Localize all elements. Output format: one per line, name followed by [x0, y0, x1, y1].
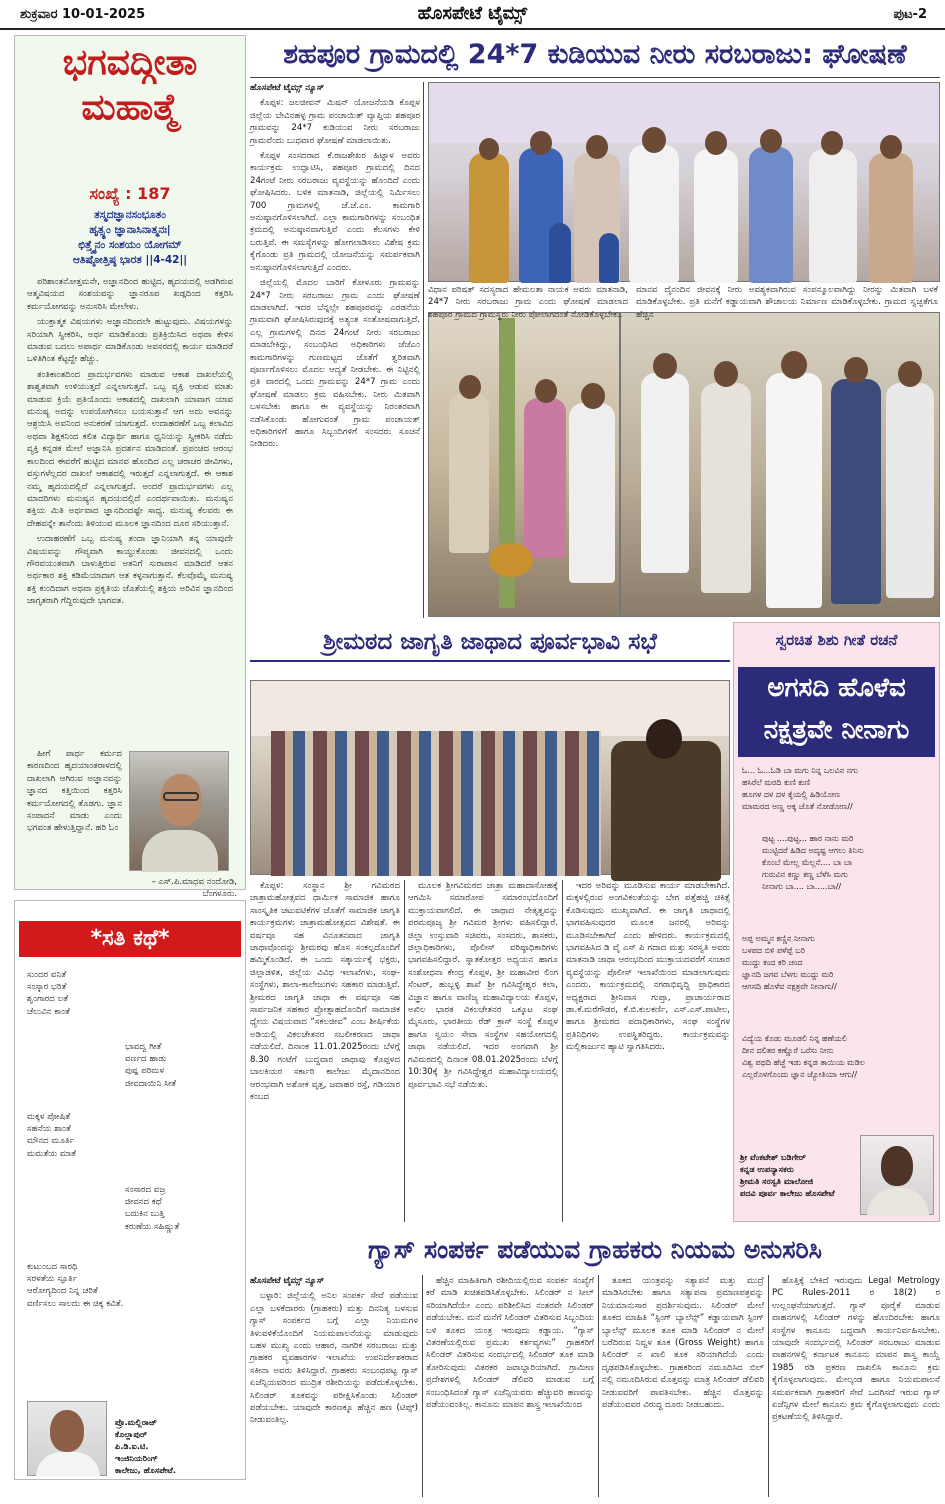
credit-line: ಪದವಿ ಪೂರ್ವ ಕಾಲೇಜು ಹೊಸಪೇಟೆ — [740, 1188, 835, 1198]
poem-line: ಜ್ಞಾನದಿ ಜಗವ ಬೆಳಗು ಮುದ್ದು ಮರಿ — [742, 970, 834, 979]
credit-line: ಕೊಲ್ಲಾಪುರ್ — [115, 1429, 148, 1439]
poem-line: ವಿದ್ಯೆಯ ಕೊಡು ಮೂಡಲಿ ನಿನ್ನ ಹಣೆಯಲಿ — [742, 1034, 847, 1043]
poem-line: ಸರಳತೆಯ ಸ್ಫೂರ್ತಿ — [27, 1274, 78, 1285]
poem-line: ಅಪ್ಪ ಅಮ್ಮನ ಕಣ್ಣಿನ ನೀನಾಗು — [742, 934, 815, 943]
stanza — [762, 833, 864, 893]
paragraph: ಕೊಪ್ಪಳ: ಸಂಸ್ಥಾನ ಶ್ರೀ ಗವಿಮಠದ ಜಾತ್ರಾಮಹೋತ್ಸವದ ಧಾರ್ಮಿಕ ಸಾಮಾಜಿಕ ಹಾಗೂ ಸಾಂಸ್ಕೃತಿಕ ಚಟುವಟಿಕೆಗಳ ಜೊತೆಗೆ ಸಾಮಾಜಿಕ ಜಾಗೃತಿ ಕಾರ್ಯಕ್ರಮಗಳು ಜಾತ್ರಾಮಹೋತ್ಸವದ ವಿಶೇಷತೆ. ಈ ವರ್ಷವೂ ಸಹ ವಿನೂತನವಾದ ಜಾಗೃತಿ ಜಾಥಾವೊಂದನ್ನು ಶ್ರೀಮಠವು ಹೊಸ ಸಂಕಲ್ಪದೊಂದಿಗೆ ಹಮ್ಮಿಕೊಂಡಿದೆ. ಈ ಒಂದು ಸತ್ಕಾರ್ಯಕ್ಕೆ ಭಕ್ತರು, ಜಿಲ್ಲಾಡಳಿತ, ಜಿಲ್ಲೆಯ ವಿವಿಧ ಇಲಾಖೆಗಳು, ಸಂಘ-ಸಂಸ್ಥೆಗಳು, ಶಾಲಾ-ಕಾಲೇಜುಗಳು ಸಹಕಾರ ಮಾಡುತ್ತಿವೆ. ಶ್ರೀಮಠದ ಜಾಗೃತಿ ಜಾಥಾ ಈ ವರ್ಷವೂ ಸಹ ಸಾರ್ವಜನಿಕ ಸಹಕಾರ ಪ್ರೋತ್ಸಾಹದೊಂದಿಗೆ ಸಾಮಾಜಿಕ ಧ್ಯೇಯ ವಿಷಯವಾದ “ಸಕಲಜೀವ” ಎಂಬ ಶೀರ್ಷಿಕೆಯ ಅಡಿಯಲ್ಲಿ ವಿಕಲಚೇತನರ ಸಬಲೀಕರಣದ ಜಾಥಾ ನಡೆಯಲಿದೆ. ದಿನಾಂಕ 11.01.2025ರಂದು ಬೆಳಗ್ಗೆ 8.30 ಗಂಟೆಗೆ ಬುದ್ಧವಾರ ಜಾಥಾವು ಕೊಪ್ಪಳದ ಬಾಲಕಿಯರ ಸರ್ಕಾರಿ ಕಾಲೇಜು ಮೈದಾನದಿಂದ ಆರಂಭವಾಗಿ ಅಶೋಕ ವೃತ್ತ, ಜವಾಹರ ರಸ್ತೆ, ಗಡಿಯಾರ ಕಂಬದ — [250, 881, 400, 1102]
credit-line: ಪ್ರೊ.ಮಲ್ಲಿರಾಜ್ — [115, 1417, 157, 1427]
poem-line: ಆಗಸದಿ ಹೊಳೆವ ನಕ್ಷತ್ರವೇ ನೀನಾಗು// — [742, 982, 837, 991]
title-line: ನಕ್ಷತ್ರವೇ ನೀನಾಗು — [763, 715, 910, 745]
water-inauguration-photo — [428, 82, 940, 282]
poem-line: ಕುಟುಂಬದ ಸಾರಥಿ — [27, 1262, 78, 1272]
credit-line: ಇಂಜಿನಿಯರಿಂಗ್ — [115, 1453, 158, 1463]
paper-name: ಹೊಸಪೇಟೆ ಟೈಮ್ಸ್ — [417, 3, 528, 24]
gas-col1 — [250, 1275, 418, 1497]
stanza — [27, 969, 70, 1018]
main-story-col2 — [428, 284, 628, 320]
poem-line: ಎಲ್ಲರೊಳಗೊಂದು ಜ್ಞಾನ ಜ್ಯೋತಿಯಾ ಆಗು// — [742, 1070, 858, 1079]
gas-col3 — [602, 1275, 764, 1497]
poem-line: ಪುಷ್ಪ ಪರಿಮಳ — [125, 1066, 165, 1077]
credit-line: ಶ್ರೀಮತಿ ಸರಸ್ವತಿ ಮಾಲೋಜಿ — [740, 1176, 814, 1186]
sati-title: *ಸತಿ ಕಥೆ* — [19, 921, 241, 957]
poem-line: ಮುದ್ದು ಕಂದ ಕರಿ ಚಂದ — [742, 958, 803, 967]
poem-line: ವರ್ಣದ ಹಾಡು — [125, 1054, 167, 1065]
gita-column — [14, 35, 246, 899]
byline: ಹೊಸಪೇಟೆ ಟೈಮ್ಸ್ ನ್ಯೂಸ್ — [250, 83, 325, 93]
paragraph: ಮೂಲಕ ಶ್ರೀಗವಿಮಠದ ಜಾತ್ರಾ ಮಹಾದಾಸೋಹಕ್ಕೆ ಆಗಮಿಸಿ ಸಮಾರೋಪ ಸಮಾರಂಭದೊಂದಿಗೆ ಮುಕ್ತಾಯವಾಗಲಿದೆ. ಈ ಜಾಥಾದ ನೇತೃತ್ವವನ್ನು ಪರಮಪೂಜ್ಯ ಶ್ರೀ ಗವಿಮಠ ಶ್ರೀಗಳು ವಹಿಸಲಿದ್ದಾರೆ. ಜಿಲ್ಲಾ ಉಸ್ತುವಾರಿ ಸಚಿವರು, ಸಂಸದರು, ಶಾಸಕರು, ಜಿಲ್ಲಾಧಿಕಾರಿಗಳು, ಪೊಲೀಸ್ ವರಿಷ್ಠಾಧಿಕಾರಿಗಳು ಭಾಗವಹಿಸಲಿದ್ದಾರೆ. ಸ್ನಾತಕೋತ್ತರ ಅಧ್ಯಯನ ಹಾಗೂ ಸಂಶೋಧನಾ ಕೇಂದ್ರ ಕೊಪ್ಪಳ, ಶ್ರೀ ಮಹಾವೀರ ಲಿಂಗ ಸೆಂಟರ್, ಹುಬ್ಬಳ್ಳಿ ಶಾಖೆ ಶ್ರೀ ಗವಿಸಿದ್ಧೇಶ್ವರ ಕಲಾ, ವಿಜ್ಞಾನ ಹಾಗೂ ವಾಣಿಜ್ಯ ಮಹಾವಿದ್ಯಾಲಯ ಕೊಪ್ಪಳ, ಅಖಿಲ ಭಾರತ ವಿಕಲಚೇತನರ ಒಕ್ಕೂಟ ಸಂಘ ಮೈಸೂರು, ಭಾರತೀಯ ರೆಡ್ ಕ್ರಾಸ್ ಸಂಸ್ಥೆ ಕೊಪ್ಪಳ ಹಾಗೂ ಸ್ವಯಂ ಸೇವಾ ಸಂಸ್ಥೆಗಳ ಸಹಯೋಗದಲ್ಲಿ ಜಾಥಾ ನಡೆಯಲಿದೆ. ಇದರ ಅಂಗವಾಗಿ ಶ್ರೀ ಗವಿಮಠದಲ್ಲಿ ದಿನಾಂಕ 08.01.2025ರಂದು ಬೆಳಗ್ಗೆ 10:30ಕ್ಕೆ ಶ್ರೀ ಗವಿಸಿದ್ಧೇಶ್ವರ ಮಹಾವಿದ್ಯಾಲಯದಲ್ಲಿ ಪೂರ್ವಭಾವಿ ಸಭೆ ನಡೆಯಿತು. — [408, 881, 558, 1090]
gas-headline: ಗ್ಯಾಸ್ ಸಂಪರ್ಕ ಪಡೆಯುವ ಗ್ರಾಹಕರು ನಿಯಮ ಅನುಸರಿಸಿ — [368, 1235, 822, 1264]
credit-line: ಶ್ರೀ ವೆಂಕಟೇಶ್ ಬಡಿಗೇರ್ — [740, 1152, 806, 1162]
sri-col3 — [566, 880, 730, 1222]
poem-line: ಸಹನೆಯ ಶಾಂತೆ — [27, 1124, 71, 1135]
stanza — [27, 1111, 76, 1160]
gita-body-end — [27, 748, 122, 840]
pooja-ceremony-photo-right — [620, 312, 940, 617]
poem-line: ಓ... ಓ...ಓಡಿ ಬಾ ಮಗು ನಿನ್ನ ಒಲವಿನ ನಗು — [742, 766, 858, 775]
paragraph: ತಂತಿಕಾಂತದಿಂದ ಪ್ರಾದುರ್ಭವಗಳು ಮಾಡುವ ಆಕಾಶ ದಾಖಲೆಯಲ್ಲಿ ಶಾಶ್ವತವಾಗಿ ಉಳಿಯುತ್ತದೆ ಎನ್ನಲಾಗುತ್ತದೆ. ಒಬ್ಬ ವ್ಯಕ್ತಿ ಆಡುವ ಮಾತು ಮಾಡುವ ಕ್ರಿಯೆ ಪ್ರತಿಯೊಂದು ಆಕಾಶದಲ್ಲಿ ದಾಖಲಾಗಿ ಯಾವಾಗ ಯಾವ ಮನುಷ್ಯ ಅದನ್ನು ಉಪಯೋಗಿಸಲು ಬಯಸುತ್ತಾನೆ ಆಗ ಅದು ಅವನನ್ನು ಆಶ್ರಯಿಸಿ ಅವನಿಂದ ಅನುಕರಣೆ ಯಾಗುತ್ತದೆ. ಉದಾಹರಣೆಗೆ ಒಬ್ಬ ಕಲಾವಿದ ಅಥವಾ ಶಿಕ್ಷಕನಿಂದ ಕಲಿತ ವಿದ್ಯಾರ್ಥಿ ಹಾಗೂ ಧ್ವನಿಯನ್ನು ಸ್ವೀಕರಿಸಿ ನಡೆದು ವ್ಯಕ್ತಿ ಕನ್ನಡಕ ಮೇಲೆ ಅಜ್ಞಾನಿಸಿ ಪ್ರದರ್ಶನ ಮಾಡಿದಂತೆ. ಪ್ರಪಂಚದ ಆರಂಭ ಕಾಲದಿಂದ ಈವರೆಗೆ ಹುಟ್ಟಿದ ಮಾನವ ಹೊಂದಿದ ಎಲ್ಲ ಚರಾಚರ ಜೀವಿಗಳು, ವಸ್ತುಗಳೆಲ್ಲದರ ದಾಖಲೆ ಆಕಾಶದಲ್ಲಿ ಇರುತ್ತದೆ ಎನ್ನಲಾಗುತ್ತದೆ. ಈ ಆಕಾಶ ನಮ್ಮ ಹೃದಯದಲ್ಲಿದೆ ಎನ್ನಲಾಗುತ್ತದೆ. ಅಂದರೆ ಪ್ರಾದುರ್ಭವಗಳು ಎಲ್ಲ ಮಾದರಿಗಳು ಮನುಷ್ಯನ ಹೃದಯದಲ್ಲಿದೆ ಎಂದರ್ಥವಾಯಿತು. ಮನುಷ್ಯನ ಶಕ್ತಿಯ ಮಿತಿ ಅರ್ಥವಾದ ಜ್ಞಾನದಿಂದಷ್ಟೇ ಸಾಧ್ಯ. ಮನುಷ್ಯ ಕೆಲವರು ಈ ದೇಹವನ್ನೇ ತಾನೆಂದು ತಿಳಿಯುವ ಮೂಲಕ ಜ್ಞಾನದಿಂದ ದೂರ ಸರಿಯುತ್ತಾನೆ. — [27, 369, 233, 529]
author-photo — [27, 1401, 107, 1476]
paragraph: ಬಳ್ಳಾರಿ: ಜಿಲ್ಲೆಯಲ್ಲಿ ಅನಿಲ ಸಂಪರ್ಕ ಸೇವೆ ಪಡೆಯುವ ಎಲ್ಲಾ ಬಳಕೆದಾರರು (ಗ್ರಾಹಕರು) ಮತ್ತು ದಿನನಿತ್ಯ ಬಳಸುವ ಗ್ಯಾಸ್ ಸಂಪರ್ಕದ ಬಗ್ಗೆ ಎಲ್ಲಾ ನಿಯಮಗಳ ತಿಳುವಳಿಕೆಯೊಂದಿಗೆ ನಿಯಮಪಾಲನೆಯನ್ನು ಮಾಡುವುದು ಬಹಳ ಮುಖ್ಯ ಎಂದು ಆಹಾರ, ನಾಗರಿಕ ಸರಬರಾಜು ಮತ್ತು ಗ್ರಾಹಕರ ವ್ಯವಹಾರಗಳ ಇಲಾಖೆಯ ಉಪನಿರ್ದೇಶಕರಾದ ಸಕೀನಾ ಅವರು ತಿಳಿಸಿದ್ದಾರೆ. ಗ್ರಾಹಕರು ಸಂಬಂಧಪಟ್ಟ ಗ್ಯಾಸ್ ಏಜೆನ್ಸಿಯವರಿಂದ ಮುದ್ರಿತ ರಶೀದಿಯನ್ನು ಪಡೆದುಕೊಳ್ಳಬೇಕು. ಸಿಲಿಂಡರ್ ತೂಕವನ್ನು ಪರೀಕ್ಷಿಸಿಕೊಂಡು ಸಿಲಿಂಡರ್ ಪಡೆಯಬೇಕು. ಯಾವುದೇ ಕಾರಣಕ್ಕೂ ಹೆಚ್ಚಿನ ಹಣ (ಟಿಪ್ಸ್) ನೀಡುವಂತಿಲ್ಲ. — [250, 1291, 418, 1426]
poem-line: ಮೌನದ ಮೂರ್ತಿ — [27, 1136, 75, 1147]
poem-line: ಹೂಗಳ ದಳ ದಳ ಕೈಯಲ್ಲಿ ಹಿಡಿಯೋಣ — [742, 790, 840, 799]
stanza — [125, 1041, 176, 1090]
masthead — [0, 0, 945, 30]
credit-line: ಕನ್ನಡ ಉಪನ್ಯಾಸಕರು — [740, 1164, 794, 1174]
gita-number: ಸಂಖ್ಯೆ : 187 — [89, 184, 171, 203]
verse-line: ತಸ್ಮದಜ್ಞಾನಸಂಭೂತಂ — [94, 209, 166, 221]
page-number: ಪುಟ-2 — [893, 7, 927, 22]
paragraph: ಹೊತ್ತಿಕ್ಕೆ ಬೇಕಿದೆ ಇರುವುದು Legal Metrology PC Rules-2011 ರ 18(2) ರ ಉಲ್ಲಂಘನೆಯಾಗುತ್ತದೆ. ಗ್ಯಾಸ್ ಪೂರೈಕೆ ಮಾಡುವ ವಾಹನಗಳಲ್ಲಿ ಸಿಲಿಂಡರ್ ಗಳನ್ನು ಹೊಂದಿರಬೇಕು ಹಾಗೂ ಸಂಸ್ಥೆಗಳ ಕಾನೂನು ಬದ್ಧವಾಗಿ ಕಾರ್ಯನಿರ್ವಹಿಸಬೇಕು. ಯಾವುದೇ ಸಂದರ್ಭದಲ್ಲಿ ಸಿಲಿಂಡರ್ ಸರಬರಾಜು ಮಾಡುವ ವಾಹನಗಳಲ್ಲಿ ಕರ್ನಾಟಕ ಕಾನೂನು ಮಾಪನ ಶಾಸ್ತ್ರ ಕಾಯ್ದೆ 1985 ರಡಿ ಪ್ರಕರಣ ದಾಖಲಿಸಿ ಕಾನೂನು ಕ್ರಮ ಕೈಗೊಳ್ಳಲಾಗುವುದು. ಮೇಲ್ಕಂಡ ಹಾಗೂ ನಿಯಮಪಾಲನೆ ಸಮರ್ಪಕವಾಗಿ ಗ್ರಾಹಕರಿಗೆ ಸೇವೆ ಒದಗಿಸದೆ ಇರುವ ಗ್ಯಾಸ್ ಏಜೆನ್ಸಿಗಳ ಮೇಲೆ ಕಾನೂನು ಕ್ರಮ ಕೈಗೊಳ್ಳಲಾಗುವುದು ಎಂದು ಪ್ರಕಟಣೆಯಲ್ಲಿ ತಿಳಿಸಿದ್ದಾರೆ. — [772, 1276, 940, 1423]
poem-line: ಮಮತೆಯ ಮಾತೆ — [27, 1148, 77, 1159]
poem-line: ಪುಟ್ಟ ....ಪುಟ್ಟ... ಹಾರ ನಾನು ಮರಿ — [762, 834, 854, 843]
gita-verse — [25, 208, 235, 268]
poem-line: ಗುರುವಿನ ಕಣ್ಣು ಕಣ್ಣ ಬೆಳೆಸಿ ಮಗು — [762, 870, 848, 879]
author-photo — [129, 751, 229, 871]
poem-line: ವಿಶ್ವ ಪಥದಿ ಹೆಜ್ಜೆ ಇಡು ಕನ್ನಡ ತಾಯಿಯ ಮಡಿಲ — [742, 1058, 865, 1067]
verse-line: ಛಿತ್ತ್ವೈನಂ ಸಂಶಯಂ ಯೋಗಮ್ — [78, 239, 182, 251]
sri-headline: ಶ್ರೀಮಠದ ಜಾಗೃತಿ ಜಾಥಾದ ಪೂರ್ವಭಾವಿ ಸಭೆ — [250, 622, 730, 662]
poem-line: ಸಂಸಾರದ ವಜ್ರ — [125, 1185, 166, 1195]
stanza — [27, 1261, 123, 1310]
paragraph: ಹೆಚ್ಚಿನ ಮಾಹಿತಿಗಾಗಿ ರಶೀದಿಯಲ್ಲಿರುವ ಸಂಪರ್ಕ ಸಂಖ್ಯೆಗೆ ಕರೆ ಮಾಡಿ ಖಚಿತಪಡಿಸಿಕೊಳ್ಳಬೇಕು. ಸಿಲಿಂಡರ್ ನ ಸೀಲ್ ಸರಿಯಾಗಿದೆಯೇ ಎಂದು ಪರಿಶೀಲಿಸಿದ ನಂತರವೇ ಸಿಲಿಂಡರ್ ಪಡೆಯಬೇಕು. ಮನೆ ಮನೆಗೆ ಸಿಲಿಂಡರ್ ವಿತರಿಸುವ ಸಿಬ್ಬಂದಿಯ ಬಳಿ ತೂಕದ ಯಂತ್ರ ಇರುವುದು ಕಡ್ಡಾಯ. “ಗ್ಯಾಸ್ ವಿತರಣೆಯಲ್ಲಿರುವ ಪ್ರಮುಖ ಕರ್ತವ್ಯಗಳು” ಗ್ರಾಹಕರಿಗೆ ಸಿಲಿಂಡರ್ ವಿತರಿಸುವ ಸಂದರ್ಭದಲ್ಲಿ ಸಿಲಿಂಡರ್ ತೂಕ ಮಾಡಿ ತೋರಿಸುವುದು ವಿತರಕರ ಜವಾಬ್ದಾರಿಯಾಗಿದೆ. ಗ್ರಾಮೀಣ ಪ್ರದೇಶಗಳಲ್ಲಿ ಸಿಲಿಂಡರ್ ಡೆಲಿವರಿ ಮಾಡುವ ಬಗ್ಗೆ ಸಂಬಂಧಿಸಿದಂತೆ ಗ್ಯಾಸ್ ಏಜೆನ್ಸಿಯವರು ಹೆಚ್ಚುವರಿ ಹಣವನ್ನು ಪಡೆಯುವಂತಿಲ್ಲ. ಕಾನೂನು ಮಾಪನ ಶಾಸ್ತ್ರ ಇಲಾಖೆಯಿಂದ — [426, 1276, 594, 1411]
poem-line: ಬಳಪದ ಬಿಳಿ ಪಳೆಪ್ಪೆ ಬರಿ — [742, 946, 805, 955]
poem-line: ಚೆಲುವಿನ ಕಾಂತೆ — [27, 1006, 70, 1017]
kids-poem-box — [733, 622, 940, 1222]
paragraph: ಕೊಪ್ಪಳ: ಜಲಜೀವನ್ ಮಿಷನ್ ಯೋಜನೆಯಡಿ ಕೊಪ್ಪಳ ಜಿಲ್ಲೆಯ ಬೇವಿನಹಳ್ಳ ಗ್ರಾಮ ಪಂಚಾಯಿತ್ ವ್ಯಾಪ್ತಿಯ ಶಹಪೂರ ಗ್ರಾಮವನ್ನು 24*7 ಕುಡಿಯುವ ನೀರು ಸರಬರಾಜು ಗ್ರಾಮವೆಂದು ಬುಧವಾರ ಘೋಷಣೆ ಮಾಡಲಾಯಿತು. — [250, 98, 420, 146]
issue-date: ಶುಕ್ರವಾರ 10-01-2025 — [20, 7, 146, 22]
paragraph: ಉದಾಹರಣೆಗೆ ಒಬ್ಬ ಮನುಷ್ಯ ತಂದಾ ಜ್ಞಾನಿಯಾಗಿ ತನ್ನ ಯಾವುದೇ ವಿಷಯವನ್ನು ಗೌಪ್ಯವಾಗಿ ಕಾಯ್ದುಕೊಂಡು ಜೀವನದಲ್ಲಿ ಒಂದು ಗೌರವಯುತವಾಗಿ ಬಾಳುತ್ತಿರುವ ಅತನಿಗೆ ಸುರಾಪಾನ ಮಾಡಿದರೆ ಆತನ ಅರ್ಥಕಾರ ಶಕ್ತಿ ಕಡಿಮೆಯಾದಾಗ ಆತ ಕಳ್ಳನಾಗುತ್ತಾನೆ. ಕೆಲವೊಮ್ಮೆ ಮನುಷ್ಯ ಶಕ್ತಿ ಕುಂದಿದಾಗ ಅಥವಾ ಪ್ರಕೃತಿಯ ಜೊತೆಯಲ್ಲಿ ಶಕ್ತಿಯ ಅರಿವಿನ ಜ್ಞಾನದಿಂದ ಜಾಗೃತರಾಗಿ ಗೆದ್ದಿರುವುದೇ ಭಾಗವತ. — [27, 534, 233, 607]
sri-col1 — [250, 880, 400, 1222]
sati-credit — [115, 1416, 237, 1476]
stanza — [742, 1033, 865, 1081]
author-photo — [860, 1135, 934, 1215]
poem-line: ಮಕ್ಕಳ ಪೋಷಿತೆ — [27, 1112, 71, 1122]
poem-line: ಭಾವದ್ವ ಗೀತೆ — [125, 1042, 162, 1052]
poem-line: ಸುಂದರ ವನಿತೆ — [27, 970, 67, 980]
sri-col2 — [408, 880, 558, 1222]
poem-line: ಸಂಸ್ಕಾರ ಭರಿತೆ — [27, 982, 67, 993]
paragraph: ವಿಧಾನ ಪರಿಷತ್ ಸದಸ್ಯರಾದ ಹೇಮಲತಾ ನಾಯಕ ಅವರು ಮಾತನಾಡಿ, 24*7 ನೀರು ಸರಬರಾಜು ಗ್ರಾಮ ಎಂದು ಘೋಷಣೆ ಮಾಡಲಾದ ಶಹಪೂರ ಗ್ರಾಮದ ಗ್ರಾಮಸ್ಥರು ನೀರು ಪೋಲಾಗದಂತೆ ನೋಡಿಕೊಳ್ಳಬೇಕು. — [428, 285, 628, 320]
poem-line: ಆರೋಗ್ಯದಿಂದ ನಿನ್ನ ಚರಿತೆ — [27, 1286, 98, 1297]
stanza — [742, 765, 858, 813]
stanza — [125, 1184, 179, 1233]
verse-line: ಹೃತ್ಸ್ಥಂ ಜ್ಞಾನಾಸಿನಾತ್ಮನಃ| — [89, 224, 171, 236]
paragraph: ಕೊಪ್ಪಳ ಸಂಸದರಾದ ಕೆ.ರಾಜಶೇಖರ ಹಿಟ್ನಾಳ ಅವರು ಕಾರ್ಯಕ್ರಮ ಉದ್ಘಾಟಿಸಿ, ಶಹಪೂರ ಗ್ರಾಮದಲ್ಲಿ ದಿನದ 24ಗಂಟೆ ನೀರು ಸರಬರಾಜು ವ್ಯವಸ್ಥೆಯನ್ನು ಹೊಂದಿದೆ ಎಂದು ಘೋಷಿಸಿದರು. ಬಳಿಕ ಮಾತನಾಡಿ, ಜಿಲ್ಲೆಯಲ್ಲಿ ನಿರ್ಮಿಸಲು 700 ಗ್ರಾಮಗಳಲ್ಲಿ ಜೆ.ಜೆ.ಎಂ. ಕಾಮಗಾರಿ ಅನುಷ್ಠಾನಗೊಳಿಸಲಾಗಿದೆ. ಎಲ್ಲಾ ಕಾಮಗಾರಿಗಳನ್ನು ಸಂಬಂಧಿತ ಕ್ರಮದಲ್ಲಿ ಅನುಷ್ಠಾನವಾಗುತ್ತಿವೆ ಎಂದು ಕೆಲಸಗಳು ಕೇಳಿ ಬರುತ್ತಿವೆ. ಈ ಸಮಸ್ಯೆಗಳನ್ನು ಹೋಗಲಾಡಿಸಲು ವಿಶೇಷ ಕ್ರಮ ಕೈಗೊಂಡು ಪ್ರತಿ ಗ್ರಾಮದಲ್ಲಿ ಯೋಜನೆಯನ್ನು ಸಮರ್ಪಕವಾಗಿ ಅನುಷ್ಠಾನಗೊಳಿಸಲಾಗುತ್ತಿದೆ ಎಂದರು. — [250, 151, 420, 273]
main-story-col3-visible — [636, 284, 938, 320]
byline: ಹೊಸಪೇಟೆ ಟೈಮ್ಸ್ ನ್ಯೂಸ್ — [250, 1276, 325, 1286]
poem-line: ಬದುಕಿನ ಬುತ್ತಿ — [125, 1209, 165, 1220]
stanza — [742, 933, 837, 993]
poem-line: ಕೊಂಬೆ ಮೇಲ್ಲ ಮೆಲ್ಲನೆ.... ಬಾ ಬಾ — [762, 858, 853, 867]
gita-credit — [115, 876, 237, 900]
poem-line: ದೀನ ದಲಿತರ ಕಣ್ಣೊರೆ ಒರೆಸು ನೀನು — [742, 1046, 834, 1055]
title-line: ಅಗಸದಿ ಹೊಳೆವ — [767, 673, 906, 703]
paragraph: ಪರಿಶಾಂತನೋತ್ತಮನೇ, ಅಜ್ಞಾನದಿಂದ ಹುಟ್ಟಿದ, ಹೃದಯದಲ್ಲಿ ಅಡಗಿರುವ ಆತ್ಮವಿಷಯದ ಸಂಶಯವನ್ನು ಜ್ಞಾನರೂಪ ಖಡ್ಗದಿಂದ ಕತ್ತರಿಸಿ ಕರ್ಮಯೋಗವನ್ನು ಅನುಸರಿಸಿ ಮೇಲೇಳು. — [27, 277, 233, 312]
main-headline: ಶಹಪೂರ ಗ್ರಾಮದಲ್ಲಿ 24*7 ಕುಡಿಯುವ ನೀರು ಸರಬರಾಜು: ಘೋಷಣೆ — [283, 39, 907, 70]
author-place: ಬೆಂಗಳೂರು. — [202, 889, 237, 899]
credit-line: ಕಾಲೇಜು, ಹೊಸಪೇಟೆ. — [115, 1465, 176, 1475]
credit-line: ಪಿ.ಡಿ.ಐ.ಟಿ. — [115, 1441, 149, 1451]
paragraph: ಜಿಲ್ಲೆಯಲ್ಲಿ ಮೊದಲ ಬಾರಿಗೆ ಕೋಳೂರು ಗ್ರಾಮವನ್ನು 24*7 ನೀರು ಸರಬರಾಜು ಗ್ರಾಮ ಎಂದು ಘೋಷಣೆ ಮಾಡಲಾಗಿದೆ. ಇದರ ಬೆನ್ನಲ್ಲೇ ಶಹಪೂರವನ್ನು ಎರಡನೆಯ ಗ್ರಾಮವಾಗಿ ಘೋಷಿಸಿರುವುದಕ್ಕೆ ಅತ್ಯಂತ ಸಂತೋಷವಾಗುತ್ತಿದೆ. ಎಲ್ಲ ಗ್ರಾಮಗಳಲ್ಲಿ ದಿನದ 24ಗಂಟೆ ನೀರು ಸರಬರಾಜು ಮಾಡಬೇಕಿದ್ದು, ಸಂಬಂಧಿಸಿದ ಅಧಿಕಾರಿಗಳು ಜೆಜೆಎಂ ಕಾಮಗಾರಿಗಳನ್ನು ಗುಣಮಟ್ಟದ ಜೊತೆಗೆ ತ್ವರಿತವಾಗಿ ಪೂರ್ಣಗೊಳಿಸಲು ಮೊದಲ ಆದ್ಯತೆ ನೀಡಬೇಕು. ಈ ನಿಟ್ಟಿನಲ್ಲಿ ಪ್ರತಿ ವಾರದಲ್ಲಿ ಒಂದು ಗ್ರಾಮವನ್ನು 24*7 ಗ್ರಾಮ ಎಂದು ಘೋಷಣೆ ಮಾಡಲು ಕ್ರಮ ವಹಿಸಬೇಕು. ನೀರು ಮಿತವಾಗಿ ಬಳಸಬೇಕು ಹಾಗೂ ಈ ವ್ಯವಸ್ಥೆಯನ್ನು ನಿರಂತರವಾಗಿ ನಡೆಸಿಕೊಂಡು ಹೋಗುವಂತೆ ಗ್ರಾಮ ಪಂಚಾಯತ್ ಅಧಿಕಾರಿಗಳಿಗೆ ಹಾಗೂ ಸಿಬ್ಬಂದಿಗಳಿಗೆ ಸಂಸದರು ಸೂಚನೆ ನೀಡಿದರು. — [250, 278, 420, 450]
kids-poem-title — [738, 667, 935, 757]
verse-line: ಆತಿಷ್ಠೋತ್ತಿಷ್ಠ ಭಾರತ ||4-42|| — [72, 254, 188, 266]
poem-line: ಶೃಂಗಾರದ ಲತೆ — [27, 994, 69, 1005]
paragraph: ಇದರ ಅರಿವನ್ನು ಮೂಡಿಸುವ ಕಾರ್ಯ ಮಾಡಬೇಕಾಗಿದೆ. ಮಕ್ಕಳಲ್ಲಿರುವ ಅಂಗವಿಕಲತೆಯನ್ನು ಬೇಗ ಪತ್ತೆಹಚ್ಚಿ ಚಿಕಿತ್ಸೆ ಕೊಡಿಸುವುದು ಮುಖ್ಯವಾಗಿದೆ. ಈ ಜಾಗೃತಿ ಜಾಥಾದಲ್ಲಿ ಭಾಗವಹಿಸುವುದರ ಮೂಲಕ ಜನರಲ್ಲಿ ಅರಿವನ್ನು ಮೂಡಿಸಬೇಕಾಗಿದೆ ಎಂದು ಹೇಳಿದರು. ಕಾರ್ಯಕ್ರಮದಲ್ಲಿ ಭಾಗವಹಿಸಿದ ಡಿ ವೈ ಎಸ್ ಪಿ ಗದಾದ ಮತ್ತು ಸರಸ್ವತಿ ಅವರು ಮಾತನಾಡಿ ಜಾಥಾ ಆರಂಭದಿಂದ ಮುಕ್ತಾಯದವರೆಗೆ ಸಂಚಾರ ವ್ಯವಸ್ಥೆಯನ್ನು ಪೊಲೀಸ್ ಇಲಾಖೆಯಿಂದ ಮಾಡಲಾಗುವುದು ಎಂದರು. ಕಾರ್ಯಕ್ರಮದಲ್ಲಿ ನಗರಾಭಿವೃದ್ಧಿ ಪ್ರಾಧಿಕಾರದ ಅಧ್ಯಕ್ಷರಾದ ಶ್ರೀನಿವಾಸ ಗುಪ್ತಾ, ಪ್ರಾಚಾರ್ಯರಾದ ಡಾ.ಕೆ.ಮರೆಗೌಡರ, ಕೆ.ಬಿ.ಕುಲಕರ್ಣಿ, ಎಸ್.ಎಸ್.ಪಾಟೀಲ, ಹಾಗೂ ಶ್ರೀಮಠದ ಪದಾಧಿಕಾರಿಗಳು, ಸಂಘ ಸಂಸ್ಥೆಗಳ ಪ್ರತಿನಿಧಿಗಳು ಉಪಸ್ಥಿತರಿದ್ದರು. ಕಾರ್ಯಕ್ರಮವನ್ನು ಮಲ್ಲಿಕಾರ್ಜುನ ಹ್ಯಾಟಿ ಸ್ವಾಗತಿಸಿದರು. — [566, 881, 730, 1053]
poem-line: ಹಸಿರೆಲೆ ಮರದಿ ಕುಣಿ ಕುಣಿ — [742, 778, 811, 787]
gita-title — [15, 40, 245, 130]
pooja-ceremony-photo — [428, 312, 620, 617]
poem-line: ಕರುಣೆಯ ಸಹಿಷ್ಣುತೆ — [125, 1221, 180, 1232]
meeting-photo — [250, 680, 730, 875]
gita-body — [27, 276, 233, 746]
poem-line: ಜೀವನದ ಕಥೆ — [125, 1197, 162, 1208]
paragraph: ಯುಕ್ತಾತ್ಮಕ ವಿಷಯಗಳು ಅಜ್ಞಾನದಿಂದಲೇ ಹುಟ್ಟುವುದು. ವಿಷಯಗಳನ್ನು ಸರಿಯಾಗಿ ಸ್ವೀಕರಿಸಿ, ಅರ್ಥ ಮಾಡಿಕೊಂಡು ಪ್ರತಿಕ್ರಿಯಿಸಿದ ಅಥವಾ ಕೇಳಿಸ ಮಾಡುವ ಬದಲು ಅಪಾರ್ಥ ಮಾಡಿಕೊಂಡು ಅವಸರದಲ್ಲಿ ಕಾರ್ಯ ಮಾಡಿದರೆ ಒಳಿತಿಗಿಂತ ಕೆಟ್ಟದ್ದೇ ಹೆಚ್ಚು. — [27, 317, 233, 365]
gita-title-line1: ಭಗವದ್ಗೀತಾ — [62, 41, 198, 83]
kids-poem-subhead: ಸ್ವರಚಿತ ಶಿಶು ಗೀತೆ ರಚನೆ — [775, 631, 898, 649]
paragraph: ಮಾನವ ದೈನಂದಿನ ಜೀವನಕ್ಕೆ ನೀರು ಅವಶ್ಯಕವಾಗಿರುವ ಸಂಪನ್ಮೂಲವಾಗಿದ್ದು ನೀರನ್ನು ಮಿತವಾಗಿ ಬಳಕೆ ಮಾಡಿಕೊಳ್ಳಬೇಕು. ಪ್ರತಿ ಮನೆಗೆ ಕಡ್ಡಾಯವಾಗಿ ಶೌಚಾಲಯ ನಿರ್ಮಾಣ ಮಾಡಿಕೊಳ್ಳಬೇಕು. ಗ್ರಾಮದ ಸ್ವಚ್ಛತೆಗೂ ಹೆಚ್ಚಿನ — [636, 285, 938, 320]
poem-line: ವರ್ಣಿಸಲು ಸಾಲದು ಈ ಚಿಕ್ಕ ಕವಿತೆ. — [27, 1298, 124, 1309]
poem-line: ಜೀವದಾಯಿನಿ ಸೀತೆ — [125, 1078, 177, 1089]
author-name: – ಎಸ್.ಪಿ.ಮಾಧವ ನಂದೋಡಿ, — [151, 877, 237, 887]
paragraph: ಹೀಗೆ ಪಾರ್ಥ ಕರ್ಮದ ಕಾರಣದಿಂದ ಹೃದಯಾಂತರಾಳದಲ್ಲಿ ದಾಖಲಾಗಿ ಆಗಿರುವ ಅಜ್ಞಾನವನ್ನು ಜ್ಞಾನದ ಕತ್ತಿಯಿಂದ ಕತ್ತರಿಸಿ ಕರ್ಮಯೋಗದಲ್ಲಿ ತೊಡಗು. ಜ್ಞಾನ ಸಂಪಾದನೆ ಮಾಡು ಎಂದು ಭಗವಂತ ಹೇಳುತ್ತಿದ್ದಾನೆ. ಹರಿ ಓಂ — [27, 749, 122, 834]
gita-title-line2: ಮಹಾತ್ಮೆ — [81, 86, 179, 128]
poem-line: ಮುಟ್ಟಿದರೆ ಹಿಡಿದ ಅದೃಷ್ಟ ಆಗಲು ತಿನಿಸು — [762, 846, 864, 855]
gas-col4 — [772, 1275, 940, 1497]
gas-col2 — [426, 1275, 594, 1497]
sati-kathe-box — [14, 900, 246, 1480]
kids-poem-credit — [740, 1151, 858, 1199]
paragraph: ತೂಕದ ಯಂತ್ರವನ್ನು ಸತ್ಯಾಪನೆ ಮತ್ತು ಮುದ್ರೆ ಮಾಡಿಸಿರಬೇಕು ಹಾಗೂ ಸತ್ಯಾಪನಾ ಪ್ರಮಾಣಪತ್ರವನ್ನು ನಿಯಮಾನುಸಾರ ಪ್ರದರ್ಶಿಸುವುದು. ಸಿಲಿಂಡರ್ ಮೇಲೆ ತೂಕದ ಮಾಹಿತಿ “ಸ್ಪಿಂಗ್ ಬ್ಯಾಲೆನ್ಸ್” ಕಡ್ಡಾಯವಾಗಿ ಸ್ಪಿಂಗ್ ಬ್ಯಾಲೆನ್ಸ್ ಮೂಲಕ ತೂಕ ಮಾಡಿ ಸಿಲಿಂಡರ್ ನ ಮೇಲೆ ಬರೆದಿರುವ ನಿವ್ವಳ ತೂಕ (Gross Weight) ಹಾಗೂ ಸಿಲಿಂಡರ್ ನ ಖಾಲಿ ತೂಕ ಸರಿಯಾಗಿದೆಯೆ ಎಂದು ದೃಢಪಡಿಸಿಕೊಳ್ಳಬೇಕು. ಗ್ರಾಹಕರಿಂದ ನಮೂದಿಸಿದ ಬಿಲ್ ನಲ್ಲಿ ನಮೂದಿಸಿರುವ ಮೊತ್ತವನ್ನು ಮಾತ್ರ ಸಿಲಿಂಡರ್ ಡೆಲಿವರಿ ನೀಡುವವರಿಗೆ ಪಾವತಿಸಬೇಕು. ಹೆಚ್ಚಿನ ಮೊತ್ತವನ್ನು ಪಡೆಯುವವರ ವಿರುದ್ಧ ದೂರು ನೀಡಬಹುದು. — [602, 1276, 764, 1411]
poem-line: ನೀನಾಗು ಬಾ.... ಬಾ.....ಬಾ// — [762, 882, 842, 891]
main-story-col1 — [250, 82, 420, 618]
poem-line: ಮಾಮರದ ಅಣ್ಣ ಅಕ್ಕ ಜೊತೆ ನೋಡೋಣ// — [742, 802, 853, 811]
